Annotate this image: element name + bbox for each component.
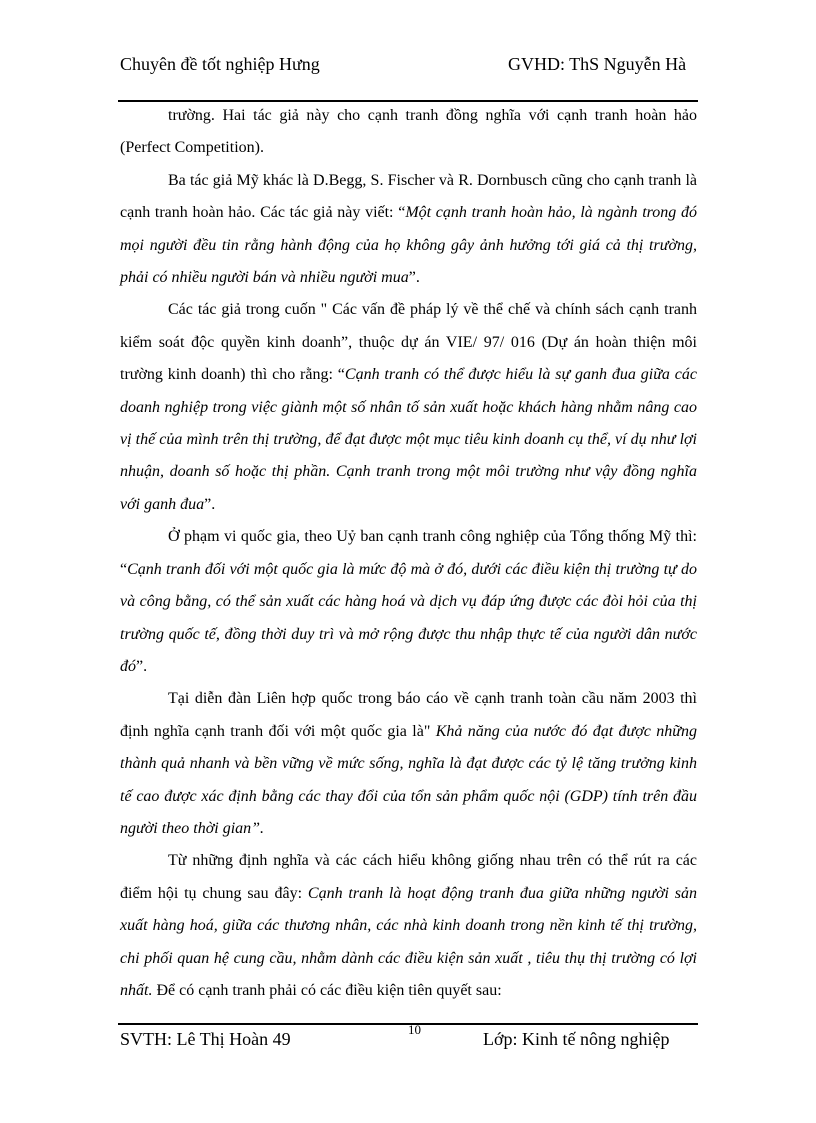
page-number: 10 [408, 1022, 421, 1037]
paragraph-text-end: ”. [204, 495, 216, 513]
paragraph [120, 521, 697, 683]
document-body [120, 100, 697, 1007]
paragraph-italic: Cạnh tranh đối với một quốc gia là mức độ mà ở đó, dưới các điều kiện thị trường tự do và công bằng, có thể sản xuất các hàng hoá và dịch vụ đáp ứng được các đòi hỏi của thị trường quốc tế, đồng thời duy trì và mở rộng được thu nhập thực tế của người dân nước đó [120, 560, 697, 675]
paragraph-text: Ở phạm vi quốc gia, theo Uỷ ban cạnh tranh công nghiệp của Tổng thống Mỹ thì: “ [120, 528, 697, 578]
paragraph-italic: Khả năng của nước đó đạt được những thành quả nhanh và bền vững về mức sống, nghĩa là đạt được các tỷ lệ tăng trưởng kinh tế cao được xác định bằng các thay đổi của tổn sản phẩm quốc nội (GDP) tính trên đầu người theo thời gian”. [120, 722, 697, 837]
paragraph-text: Từ những định nghĩa và các cách hiểu không giống nhau trên có thể rút ra các điểm hội tụ chung sau đây: [120, 852, 697, 902]
paragraph-text-end: ”. [136, 657, 148, 675]
paragraph [120, 294, 697, 521]
paragraph [120, 845, 697, 1007]
paragraph-text: Tại diễn đàn Liên hợp quốc trong báo cáo về cạnh tranh toàn cầu năm 2003 thì định nghĩa cạnh tranh đối với một quốc gia là" [120, 690, 697, 740]
paragraph-text: Các tác giả trong cuốn " Các vấn đề pháp lý về thể chế và chính sách cạnh tranh kiểm soát độc quyền kinh doanh”, thuộc dự án VIE/ 97/ 016 (Dự án hoàn thiện môi trường kinh doanh) thì cho rằng: “ [120, 301, 697, 384]
paragraph-italic: Một cạnh tranh hoàn hảo, là ngành trong đó mọi người đều tin rằng hành động của họ không gây ảnh hưởng tới giá cả thị trường, phải có nhiều người bán và nhiều người mua [120, 204, 697, 287]
paragraph-text: trường. Hai tác giả này cho cạnh tranh đồng nghĩa với cạnh tranh hoàn hảo (Perfect Competition). [120, 107, 697, 157]
paragraph-italic: Cạnh tranh có thể được hiểu là sự ganh đua giữa các doanh nghiệp trong việc giành một số nhân tố sản xuất hoặc khách hàng nhằm nâng cao vị thế của mình trên thị trường, để đạt được một mục tiêu kinh doanh cụ thể, ví dụ như lợi nhuận, doanh số hoặc thị phần. Cạnh tranh trong một môi trường như vậy đồng nghĩa với ganh đua [120, 366, 697, 513]
paragraph-text: Ba tác giả Mỹ khác là D.Begg, S. Fischer và R. Dornbusch cũng cho cạnh tranh là cạnh tranh hoàn hảo. Các tác giả này viết: “ [120, 171, 697, 222]
footer-right-text: Lớp: Kinh tế nông nghiệp [483, 1029, 670, 1049]
paragraph-text-end: ”. [408, 269, 420, 287]
footer-left-text: SVTH: Lê Thị Hoàn 49 [120, 1029, 291, 1049]
paragraph [120, 165, 697, 295]
paragraph [120, 683, 697, 845]
paragraph-italic: Cạnh tranh là hoạt động tranh đua giữa những người sản xuất hàng hoá, giữa các thương nhân, các nhà kinh doanh trong nền kinh tế thị trường, chi phối quan hệ cung cầu, nhằm dành các điều kiện sản xuất , tiêu thụ thị trường có lợi nhất. [120, 884, 698, 999]
header-left-text: Chuyên đề tốt nghiệp Hưng [120, 54, 320, 74]
header-right-text: GVHD: ThS Nguyễn Hà [508, 54, 687, 74]
paragraph [120, 100, 697, 165]
paragraph-text-end: Để có cạnh tranh phải có các điều kiện tiên quyết sau: [152, 981, 502, 999]
